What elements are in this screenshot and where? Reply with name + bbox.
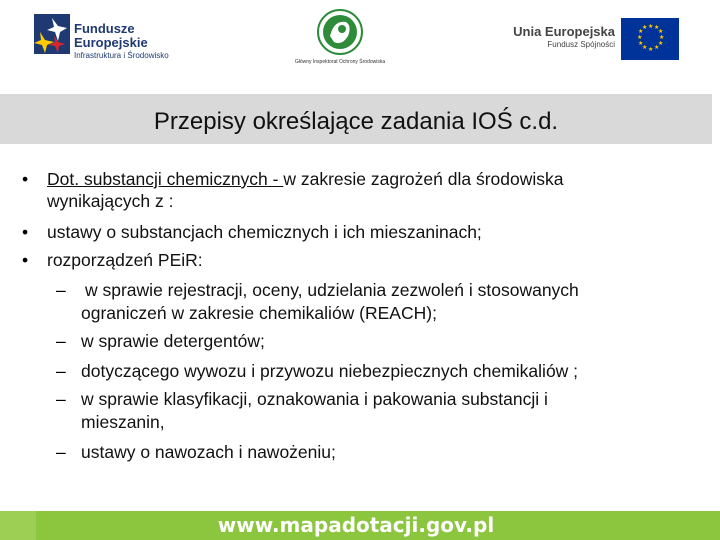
svg-text:★: ★: [642, 24, 648, 31]
sub-item-1-line-1: w sprawie rejestracji, oceny, udzielania zezwoleń i stosowanych: [85, 280, 579, 300]
bullet-1-line-2: wynikających z :: [47, 191, 174, 211]
gios-caption: Główny Inspektorat Ochrony Środowiska: [294, 59, 386, 65]
svg-text:★: ★: [654, 24, 660, 31]
sub-bullet-marker: –: [56, 361, 66, 381]
svg-text:★: ★: [659, 34, 665, 41]
eu-logo-text: [505, 24, 615, 51]
svg-text:★: ★: [638, 40, 644, 47]
sub-bullet-marker: –: [56, 331, 66, 351]
bullet-1-rest: w zakresie zagrożeń dla środowiska: [283, 169, 564, 189]
eu-flag-icon: [621, 18, 679, 60]
bullet-1-underlined: Dot. substancji chemicznych -: [47, 169, 284, 189]
bullet-marker: •: [22, 222, 29, 242]
bullet-1-line-1: [47, 168, 563, 190]
sub-bullet-marker: –: [56, 389, 66, 409]
slide-title: Przepisy określające zadania IOŚ c.d.: [153, 108, 559, 135]
bullet-2-line-1: ustawy o substancjach chemicznych i ich mieszaninach;: [47, 222, 482, 242]
fe-logo-line3: Infrastruktura i Środowisko: [74, 51, 169, 60]
sub-item-1-line-2: ograniczeń w zakresie chemikaliów (REACH);: [81, 303, 437, 323]
fe-logo-line1: Fundusze: [74, 21, 135, 36]
svg-text:★: ★: [648, 46, 654, 53]
fundusze-europejskie-logo: [34, 14, 204, 66]
svg-text:★: ★: [654, 44, 660, 51]
bullet-marker: •: [22, 250, 29, 270]
gios-emblem: [312, 6, 368, 60]
bullet-3-line-1: rozporządzeń PEiR:: [47, 250, 203, 270]
svg-text:★: ★: [648, 23, 654, 30]
footer-left-block: [0, 511, 36, 540]
sub-bullet-marker: –: [56, 280, 66, 300]
svg-text:★: ★: [638, 28, 644, 35]
sub-item-5-line-1: ustawy o nawozach i nawożeniu;: [81, 442, 336, 462]
footer-url-link[interactable]: www.mapadotacji.gov.pl: [217, 513, 495, 537]
sub-bullet-marker: –: [56, 442, 66, 462]
sub-item-4-line-2: mieszanin,: [81, 412, 165, 432]
sub-item-2-line-1: w sprawie detergentów;: [81, 331, 265, 351]
sub-item-3-line-1: dotyczącego wywozu i przywozu niebezpiecznych chemikaliów ;: [81, 361, 579, 381]
sub-item-4-line-1: w sprawie klasyfikacji, oznakowania i pakowania substancji i: [81, 389, 548, 409]
svg-text:★: ★: [658, 40, 664, 47]
eu-logo-line1: Unia Europejska: [513, 24, 615, 39]
eu-logo-line2: Fundusz Spójności: [547, 40, 615, 49]
bullet-marker: •: [22, 169, 29, 189]
svg-text:★: ★: [658, 28, 664, 35]
svg-text:★: ★: [642, 44, 648, 51]
svg-text:★: ★: [637, 34, 643, 41]
fe-star-icon: [34, 14, 70, 54]
fe-logo-line2: Europejskie: [74, 35, 148, 50]
